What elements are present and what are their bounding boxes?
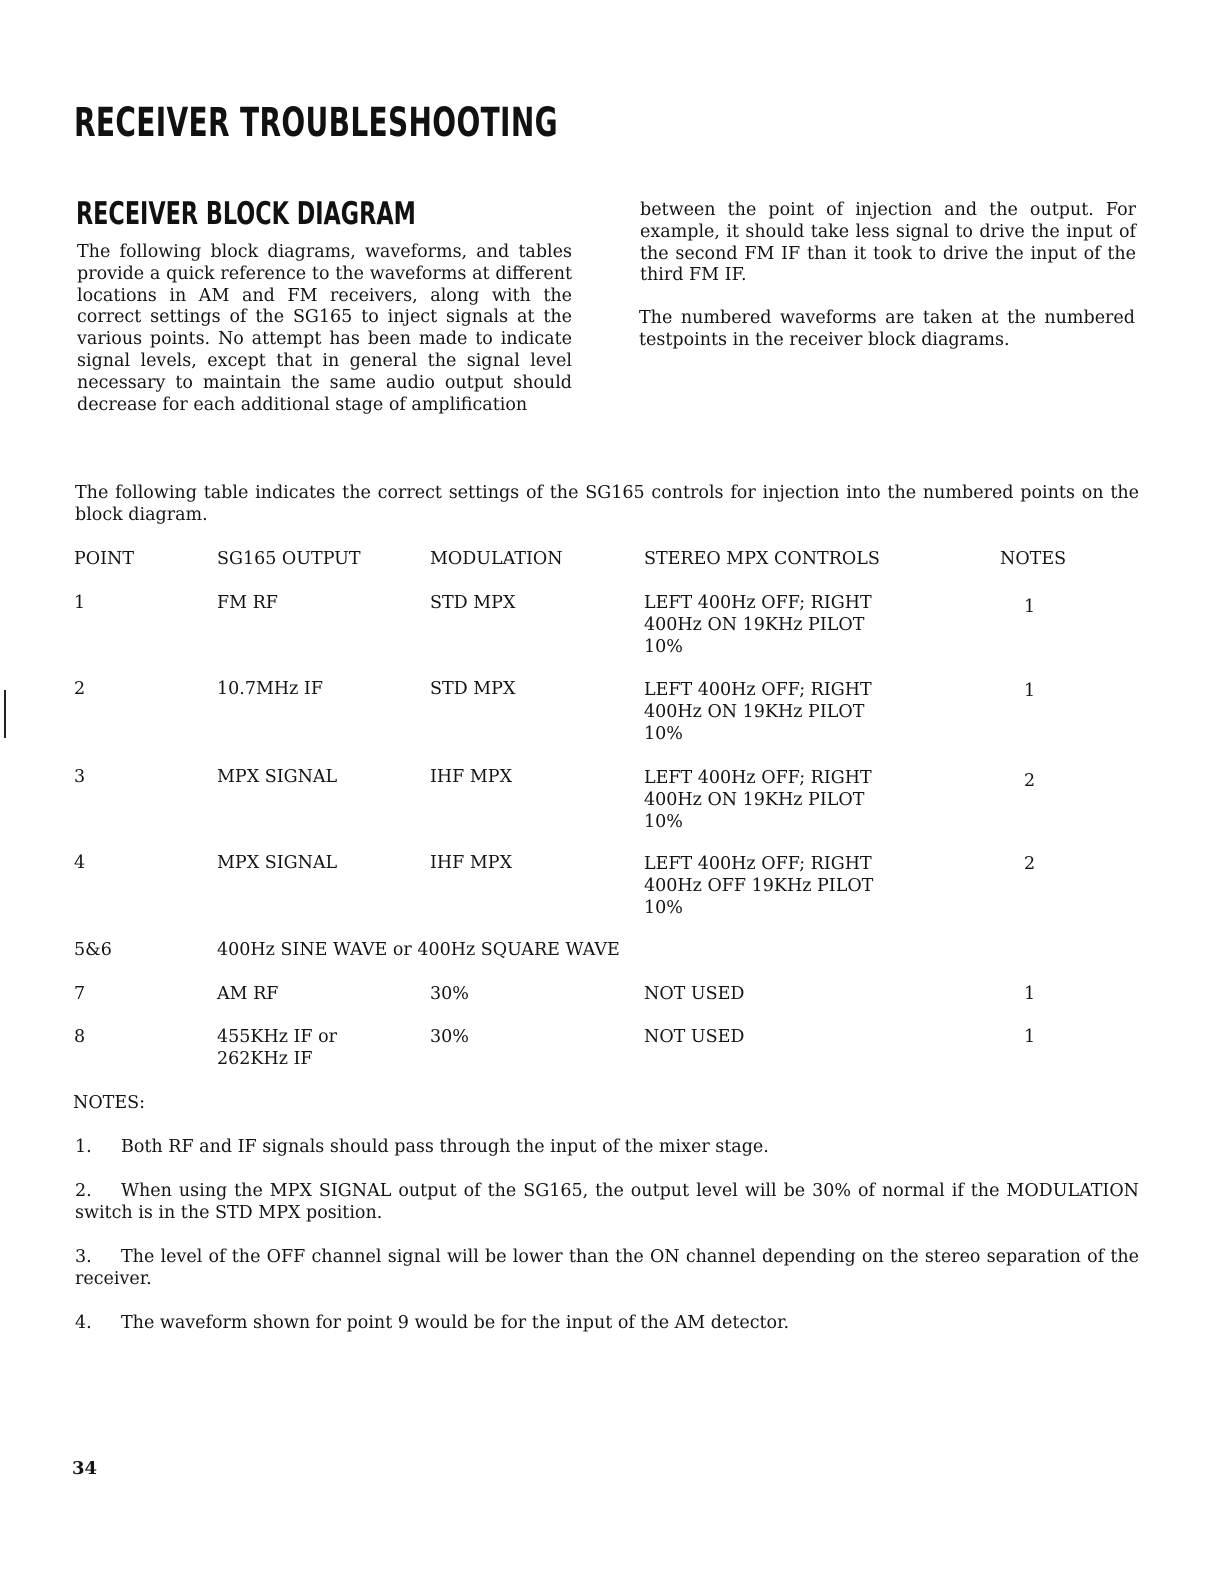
row-controls bbox=[644, 854, 934, 919]
row-notes: 2 bbox=[1024, 771, 1036, 791]
row-point: 2 bbox=[74, 679, 86, 699]
row-point: 5&6 bbox=[74, 940, 112, 960]
notes-label: NOTES: bbox=[73, 1093, 145, 1113]
row-output: FM RF bbox=[217, 593, 278, 613]
row-output: AM RF bbox=[217, 984, 279, 1004]
scan-edge-mark bbox=[4, 690, 6, 738]
row-output: 400Hz SINE WAVE or 400Hz SQUARE WAVE bbox=[217, 940, 620, 960]
note-text: Both RF and IF signals should pass through the input of the mixer stage. bbox=[121, 1137, 769, 1157]
note-item bbox=[75, 1137, 1139, 1159]
intro-paragraph-right-1: between the point of injection and the output. For example, it should take less signal to drive the input of the second FM IF than it took to drive the input of the third FM IF. bbox=[640, 200, 1136, 286]
header-output: SG165 OUTPUT bbox=[217, 549, 361, 569]
table-intro-paragraph: The following table indicates the correct settings of the SG165 controls for injection into the numbered points on the block diagram. bbox=[75, 483, 1139, 525]
row-point: 4 bbox=[74, 853, 86, 873]
header-point: POINT bbox=[74, 549, 135, 569]
row-controls-line: 10% bbox=[644, 897, 683, 918]
row-point: 7 bbox=[74, 984, 86, 1004]
row-modulation: STD MPX bbox=[430, 593, 516, 613]
row-point: 3 bbox=[74, 767, 86, 787]
intro-paragraph-left: The following block diagrams, waveforms, and tables provide a quick reference to the waveforms at different locations in AM and FM receivers, along with the correct settings of the SG165 to inject signals at the various points. No attempt has been made to indicate signal levels, except that in general the signal level necessary to maintain the same audio output should decrease for each additional stage of amplification bbox=[77, 242, 572, 415]
row-modulation: 30% bbox=[430, 984, 469, 1004]
note-text: The level of the OFF channel signal will be lower than the ON channel depending on the stereo separation of the receiver. bbox=[75, 1247, 1139, 1289]
header-controls: STEREO MPX CONTROLS bbox=[644, 549, 880, 569]
row-controls-line: LEFT 400Hz OFF; RIGHT bbox=[644, 854, 872, 874]
row-controls-line: 10% bbox=[644, 636, 683, 657]
row-controls-line: 10% bbox=[644, 811, 683, 832]
row-notes: 1 bbox=[1024, 597, 1036, 617]
section-title: RECEIVER BLOCK DIAGRAM bbox=[76, 196, 416, 232]
row-controls-line: LEFT 400Hz OFF; RIGHT bbox=[644, 680, 872, 700]
header-modulation: MODULATION bbox=[430, 549, 563, 569]
row-output: 10.7MHz IF bbox=[217, 679, 323, 699]
row-modulation: 30% bbox=[430, 1027, 469, 1047]
row-controls bbox=[644, 593, 934, 658]
row-controls-line: 400Hz OFF 19KHz PILOT bbox=[644, 875, 874, 896]
note-text: When using the MPX SIGNAL output of the SG165, the output level will be 30% of normal if the MODULATION switch is in the STD MPX position. bbox=[75, 1181, 1139, 1223]
row-controls-line: 400Hz ON 19KHz PILOT bbox=[644, 701, 865, 722]
row-controls bbox=[644, 680, 934, 745]
row-controls-line: 10% bbox=[644, 723, 683, 744]
row-output bbox=[217, 1027, 417, 1071]
row-controls-line: 400Hz ON 19KHz PILOT bbox=[644, 614, 865, 635]
row-point: 1 bbox=[74, 593, 86, 613]
note-number: 3. bbox=[75, 1247, 92, 1267]
page-title: RECEIVER TROUBLESHOOTING bbox=[74, 100, 558, 146]
row-output: MPX SIGNAL bbox=[217, 767, 338, 787]
row-output: MPX SIGNAL bbox=[217, 853, 338, 873]
row-controls-line: LEFT 400Hz OFF; RIGHT bbox=[644, 593, 872, 613]
row-controls-line: LEFT 400Hz OFF; RIGHT bbox=[644, 768, 872, 788]
header-notes: NOTES bbox=[1000, 549, 1067, 569]
note-item bbox=[75, 1313, 1139, 1335]
row-controls: NOT USED bbox=[644, 984, 745, 1004]
row-point: 8 bbox=[74, 1027, 86, 1047]
row-modulation: IHF MPX bbox=[430, 767, 513, 787]
row-output-line: 455KHz IF or bbox=[217, 1027, 338, 1047]
row-modulation: STD MPX bbox=[430, 679, 516, 699]
row-controls-line: 400Hz ON 19KHz PILOT bbox=[644, 789, 865, 810]
row-notes: 2 bbox=[1024, 854, 1036, 874]
note-number: 2. bbox=[75, 1181, 92, 1201]
intro-paragraph-right-2: The numbered waveforms are taken at the numbered testpoints in the receiver block diagrams. bbox=[639, 308, 1135, 350]
row-controls bbox=[644, 768, 934, 833]
note-text: The waveform shown for point 9 would be for the input of the AM detector. bbox=[121, 1313, 790, 1333]
row-notes: 1 bbox=[1024, 681, 1036, 701]
row-notes: 1 bbox=[1024, 1027, 1036, 1047]
row-notes: 1 bbox=[1024, 984, 1036, 1004]
row-controls: NOT USED bbox=[644, 1027, 745, 1047]
row-modulation: IHF MPX bbox=[430, 853, 513, 873]
note-number: 4. bbox=[75, 1313, 92, 1333]
note-item bbox=[75, 1247, 1139, 1291]
row-output-line: 262KHz IF bbox=[217, 1048, 313, 1069]
note-item bbox=[75, 1181, 1139, 1225]
page-number: 34 bbox=[72, 1458, 98, 1479]
note-number: 1. bbox=[75, 1137, 92, 1157]
